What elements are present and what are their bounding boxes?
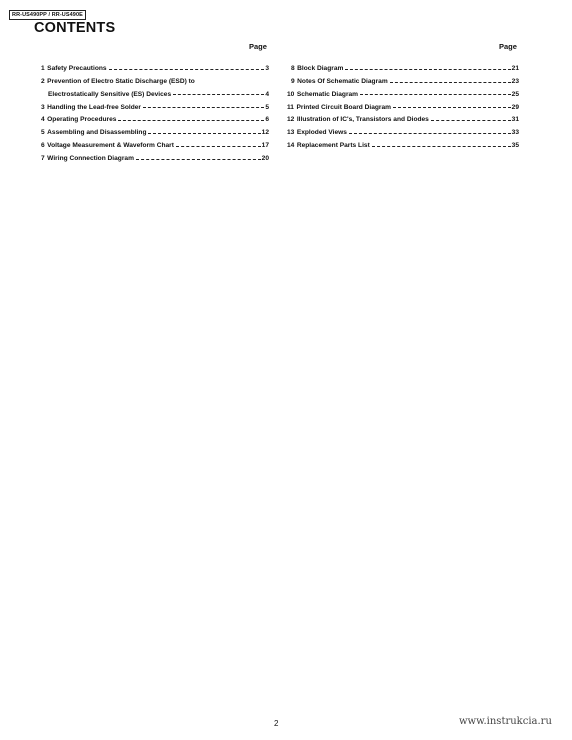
toc-entry-number: 4 [41, 116, 45, 124]
dot-leader [109, 69, 265, 70]
toc-entry-operating-procedures[interactable] [41, 111, 269, 124]
toc-entry-assembling[interactable] [41, 123, 269, 136]
toc-entry-page: 17 [261, 142, 269, 150]
toc-entry-label: Safety Precautions [47, 64, 107, 72]
dot-leader [143, 107, 264, 108]
toc-entry-label: Electrostatically Sensitive (ES) Devices [48, 90, 172, 98]
toc-entry-label: Operating Procedures [47, 116, 117, 124]
watermark-text: www.instrukcia.ru [459, 716, 552, 727]
toc-entry-label: Assembling and Disassembling [47, 129, 147, 137]
toc-entry-number: 1 [41, 64, 45, 72]
toc-entry-page: 5 [265, 103, 269, 111]
toc-entry-esd-continued[interactable] [41, 85, 269, 98]
dot-leader [136, 159, 261, 160]
toc-entry-number: 10 [287, 90, 295, 98]
toc-left-column [41, 59, 269, 162]
toc-entry-wiring-connection[interactable] [41, 149, 269, 162]
dot-leader [118, 120, 264, 121]
toc-entry-number: 11 [287, 103, 294, 111]
toc-entry-replacement-parts[interactable] [287, 136, 519, 149]
toc-entry-page: 31 [511, 116, 519, 124]
toc-entry-block-diagram[interactable] [287, 59, 519, 72]
toc-entry-number: 12 [287, 116, 295, 124]
dot-leader [390, 82, 511, 83]
toc-entry-label: Block Diagram [297, 64, 344, 72]
dot-leader [148, 133, 260, 134]
toc-entry-pcb-diagram[interactable] [287, 98, 519, 111]
toc-entry-page: 33 [511, 129, 519, 137]
toc-entry-page: 29 [511, 103, 519, 111]
toc-entry-safety[interactable] [41, 59, 269, 72]
model-number-box: RR-US490PP / RR-US490E [9, 10, 86, 20]
toc-entry-label: Voltage Measurement & Waveform Chart [47, 142, 174, 150]
page-column-heading-right: Page [499, 42, 517, 51]
toc-entry-page: 25 [511, 90, 519, 98]
toc-entry-page: 6 [265, 116, 269, 124]
dot-leader [176, 146, 261, 147]
toc-right-column [287, 59, 519, 149]
toc-entry-label: Prevention of Electro Static Discharge (ESD) to [47, 77, 195, 85]
toc-entry-number: 9 [291, 77, 295, 85]
dot-leader [393, 107, 511, 108]
toc-entry-label: Illustration of IC's, Transistors and Diodes [296, 116, 429, 124]
toc-entry-exploded-views[interactable] [287, 123, 519, 136]
toc-entry-page: 21 [511, 64, 519, 72]
toc-entry-page: 4 [265, 90, 269, 98]
toc-entry-number: 5 [41, 129, 45, 137]
toc-entry-schematic-diagram[interactable] [287, 85, 519, 98]
toc-entry-number: 8 [291, 64, 295, 72]
toc-entry-label: Notes Of Schematic Diagram [297, 77, 388, 85]
toc-entry-voltage-measurement[interactable] [41, 136, 269, 149]
toc-entry-number: 2 [41, 77, 45, 85]
toc-entry-label: Schematic Diagram [296, 90, 359, 98]
toc-entry-number: 6 [41, 142, 45, 150]
dot-leader [345, 69, 510, 70]
toc-entry-page: 23 [511, 77, 519, 85]
page-title: CONTENTS [34, 20, 116, 36]
dot-leader [349, 133, 511, 134]
toc-entry-number: 13 [287, 129, 295, 137]
dot-leader [173, 94, 264, 95]
dot-leader [372, 146, 511, 147]
toc-entry-label: Exploded Views [296, 129, 347, 137]
toc-entry-esd[interactable] [41, 72, 269, 85]
dot-leader [360, 94, 511, 95]
toc-entry-label: Wiring Connection Diagram [47, 155, 134, 163]
page-column-heading-left: Page [249, 42, 267, 51]
toc-entry-label: Replacement Parts List [296, 142, 370, 150]
toc-entry-lead-free-solder[interactable] [41, 98, 269, 111]
toc-entry-label: Printed Circuit Board Diagram [296, 103, 392, 111]
toc-entry-number: 7 [41, 155, 45, 163]
toc-entry-page: 12 [261, 129, 269, 137]
toc-entry-schematic-notes[interactable] [287, 72, 519, 85]
toc-entry-number: 3 [41, 103, 45, 111]
page-number: 2 [274, 719, 279, 728]
toc-entry-number: 14 [287, 142, 295, 150]
toc-entry-page: 20 [261, 155, 269, 163]
toc-entry-ic-illustration[interactable] [287, 111, 519, 124]
dot-leader [431, 120, 511, 121]
toc-entry-label: Handling the Lead-free Solder [47, 103, 141, 111]
toc-entry-page: 3 [265, 64, 269, 72]
toc-entry-page: 35 [511, 142, 519, 150]
